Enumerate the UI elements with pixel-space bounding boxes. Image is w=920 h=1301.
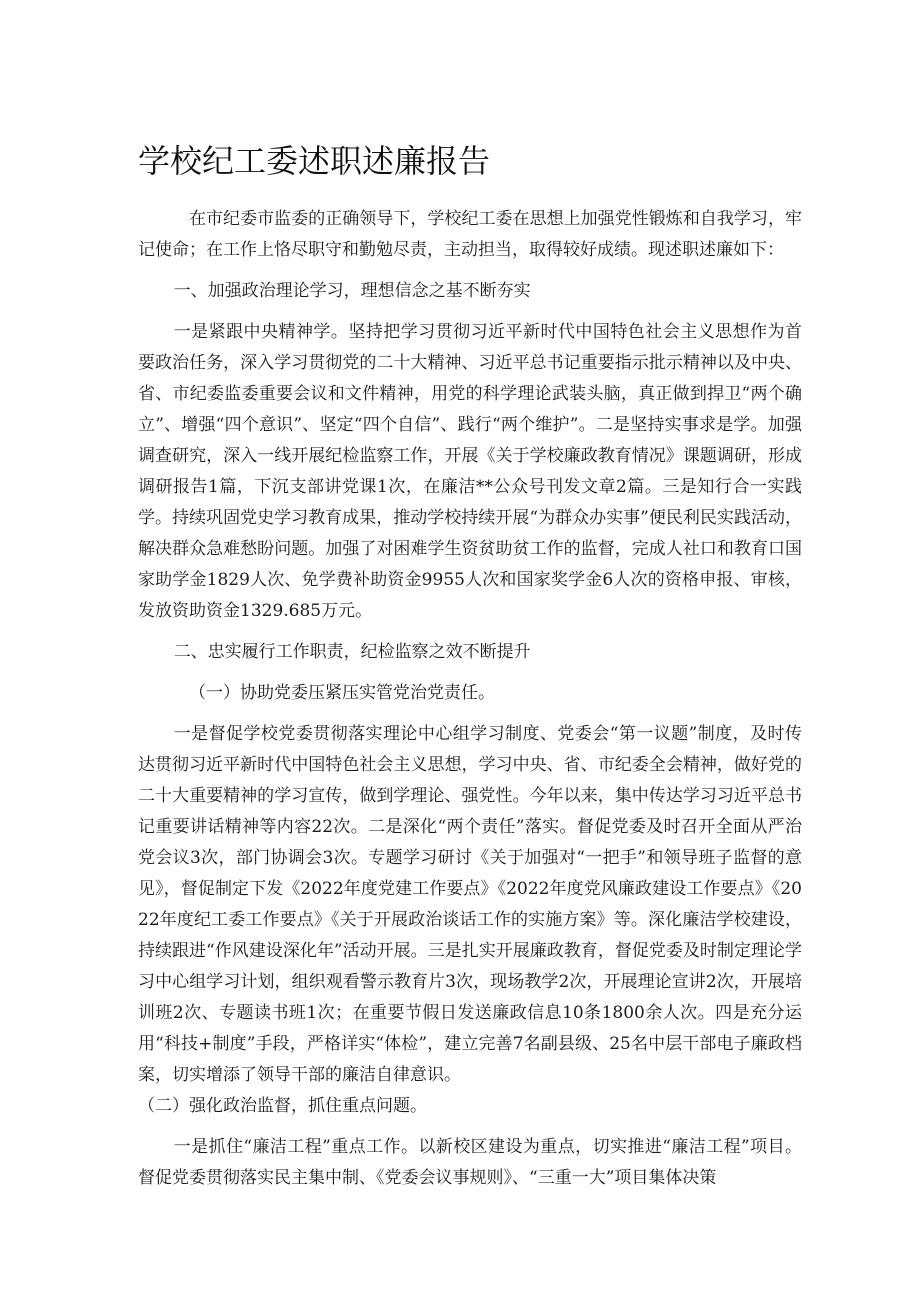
section-heading-2: 二、忠实履行工作职责，纪检监察之效不断提升 bbox=[173, 642, 531, 662]
subsection-heading-2: （二）强化政治监督，抓住重点问题。 bbox=[138, 1096, 427, 1116]
intro-paragraph: 在市纪委市监委的正确领导下，学校纪工委在思想上加强党性锻炼和自我学习，牢记使命；在工作上恪尽职守和勤勉尽责，主动担当，取得较好成绩。现述职述廉如下： bbox=[138, 209, 802, 260]
section-heading-1: 一、加强政治理论学习，理想信念之基不断夯实 bbox=[173, 281, 531, 301]
body-paragraph: 一是抓住“廉洁工程”重点工作。以新校区建设为重点，切实推进“廉洁工程”项目。督促党委贯彻落实民主集中制、《党委会议事规则》、“三重一大”项目集体决策 bbox=[138, 1137, 802, 1188]
document-title: 学校纪工委述职述廉报告 bbox=[138, 142, 491, 180]
subsection-heading-1: （一）协助党委压紧压实管党治党责任。 bbox=[189, 683, 495, 703]
body-paragraph: 一是督促学校党委贯彻落实理论中心组学习制度、党委会“第一议题”制度，及时传达贯彻习近平新时代中国特色社会主义思想，学习中央、省、市纪委全会精神，做好党的二十大重要精神的学习宣传，做到学理论、强党性。今年以来，集中传达学习习近平总书记重要讲话精神等内容22次。二是深化“两个责任”落实。督促党委及时召开全面从严治党会议3次，部门协调会3次。专题学习研讨《关于加强对“一把手”和领导班子监督的意见》，督促制定下发《2022年度党建工作要点》《2022年度党风廉政建设工作要点》《2022年度纪工委工作要点》《关于开展政治谈话工作的实施方案》等。深化廉洁学校建设，持续跟进“作风建设深化年”活动开展。三是扎实开展廉政教育，督促党委及时制定理论学习中心组学习计划，组织观看警示教育片3次，现场教学2次，开展理论宣讲2次，开展培训班2次、专题读书班1次；在重要节假日发送廉政信息10条1800余人次。四是充分运用“科技+制度”手段，严格详实“体检”，建立完善7名副县级、25名中层干部电子廉政档案，切实增添了领导干部的廉洁自律意识。 bbox=[138, 724, 802, 1085]
body-paragraph: 一是紧跟中央精神学。坚持把学习贯彻习近平新时代中国特色社会主义思想作为首要政治任务，深入学习贯彻党的二十大精神、习近平总书记重要指示批示精神以及中央、省、市纪委监委重要会议和文件精神，用党的科学理论武装头脑，真正做到捍卫“两个确立”、增强“四个意识”、坚定“四个自信”、践行“两个维护”。二是坚持实事求是学。加强调查研究，深入一线开展纪检监察工作，开展《关于学校廉政教育情况》课题调研，形成调研报告1篇，下沉支部讲党课1次，在廉洁**公众号刊发文章2篇。三是知行合一实践学。持续巩固党史学习教育成果，推动学校持续开展“为群众办实事”便民利民实践活动，解决群众急难愁盼问题。加强了对困难学生资贫助贫工作的监督，完成人社口和教育口国家助学金1829人次、免学费补助资金9955人次和国家奖学金6人次的资格申报、审核，发放资助资金1329.685万元。 bbox=[138, 322, 802, 621]
